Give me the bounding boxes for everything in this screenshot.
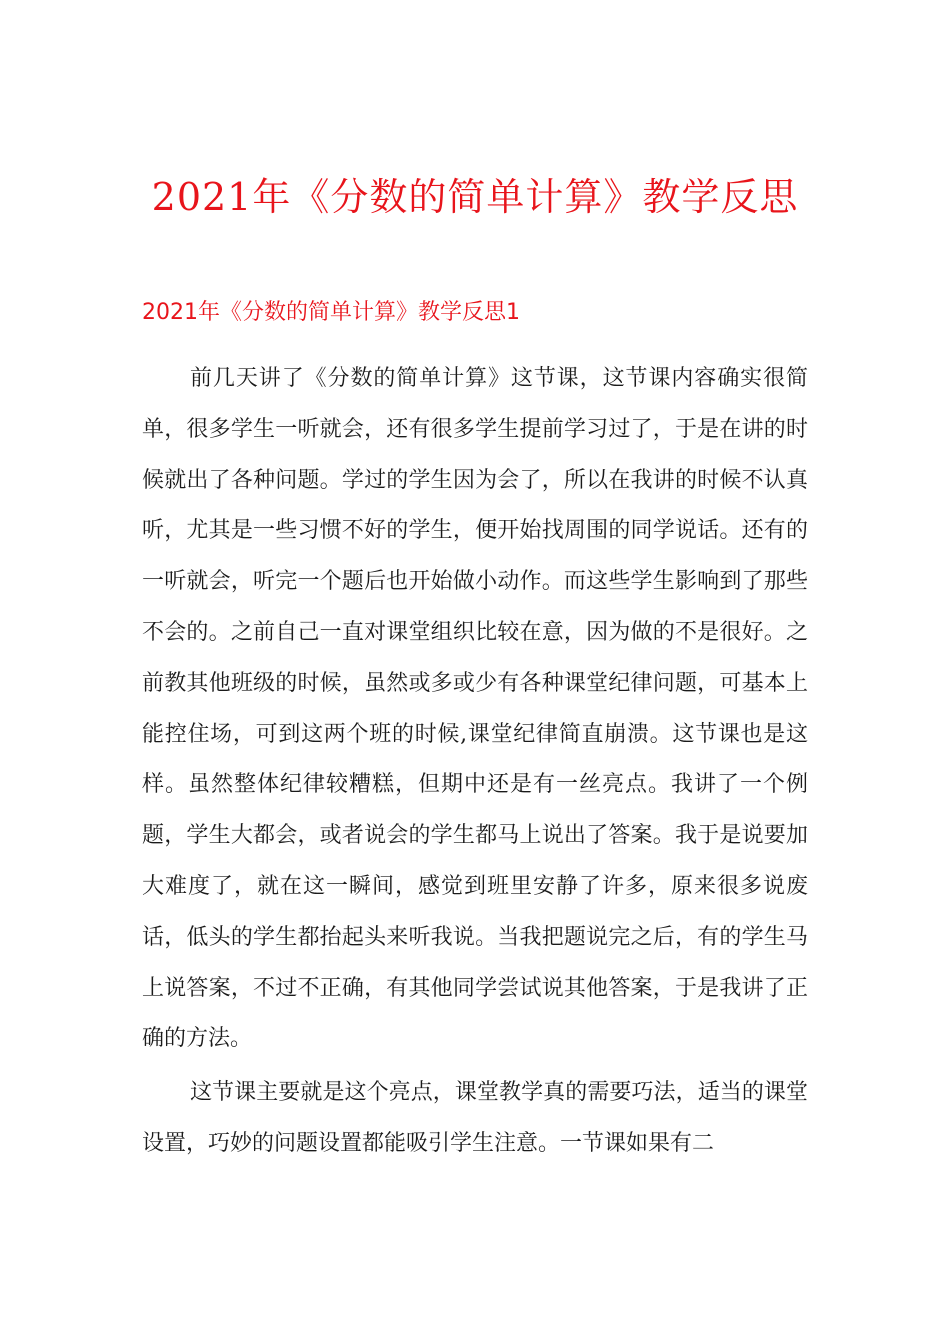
section-heading: 2021年《分数的简单计算》教学反思1 (142, 300, 520, 325)
body-paragraph-2: 这节课主要就是这个亮点，课堂教学真的需要巧法，适当的课堂设置，巧妙的问题设置都能吸引学生注意。一节课如果有二 (142, 1080, 808, 1156)
body-paragraph-1: 前几天讲了《分数的简单计算》这节课，这节课内容确实很简单，很多学生一听就会，还有很多学生提前学习过了，于是在讲的时候就出了各种问题。学过的学生因为会了，所以在我讲的时候不认真听，尤其是一些习惯不好的学生，便开始找周围的同学说话。还有的一听就会，听完一个题后也开始做小动作。而这些学生影响到了那些不会的。之前自己一直对课堂组织比较在意，因为做的不是很好。之前教其他班级的时候，虽然或多或少有各种课堂纪律问题，可基本上能控住场，可到这两个班的时候,课堂纪律简直崩溃。这节课也是这样。虽然整体纪律较糟糕，但期中还是有一丝亮点。我讲了一个例题，学生大都会，或者说会的学生都马上说出了答案。我于是说要加大难度了，就在这一瞬间，感觉到班里安静了许多，原来很多说废话，低头的学生都抬起头来听我说。当我把题说完之后，有的学生马上说答案，不过不正确，有其他同学尝试说其他答案，于是我讲了正确的方法。 (142, 366, 808, 1052)
document-title: 2021年《分数的简单计算》教学反思 (151, 175, 799, 219)
